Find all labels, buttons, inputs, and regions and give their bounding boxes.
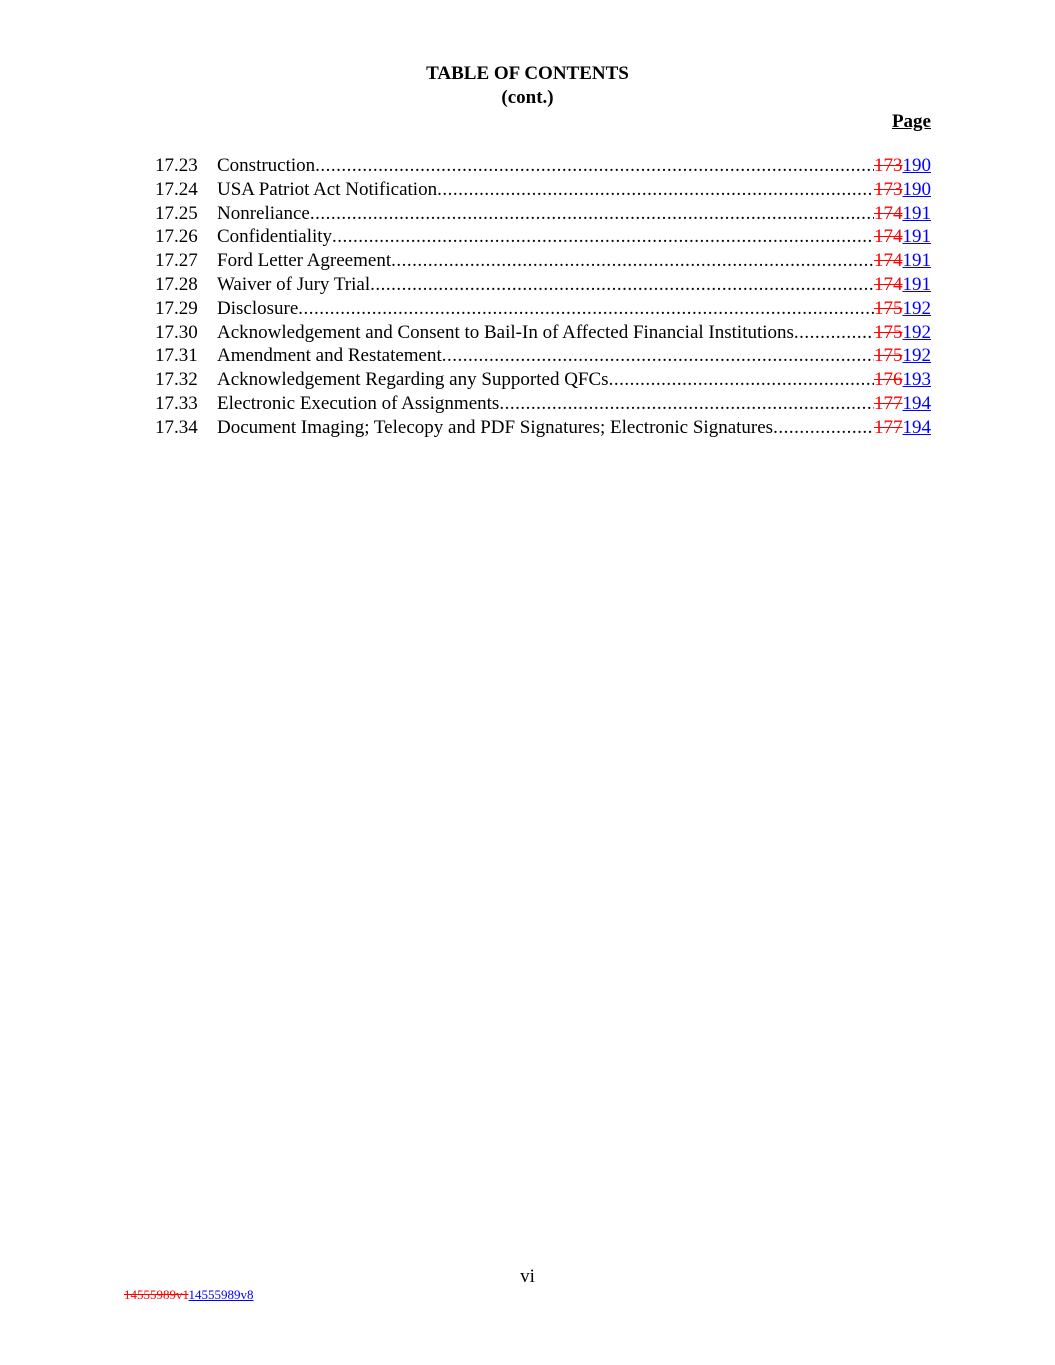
toc-entry-number: 17.33 [155, 392, 198, 414]
toc-entry[interactable] [155, 225, 931, 249]
new-page-link[interactable]: 191 [902, 202, 931, 224]
toc-entry-title: Construction [217, 155, 316, 176]
new-page-link[interactable]: 193 [902, 369, 931, 391]
new-page-link[interactable]: 191 [902, 250, 931, 272]
toc-leader-dots [773, 416, 874, 440]
toc-leader-dots [499, 392, 874, 416]
old-page-number: 175 [874, 345, 903, 367]
toc-entry-title: Acknowledgement Regarding any Supported QFCs [217, 369, 609, 391]
toc-entry-number: 17.25 [155, 202, 198, 224]
toc-entry[interactable] [155, 344, 931, 368]
toc-entry-number: 17.28 [155, 273, 198, 295]
toc-leader-dots [794, 321, 874, 345]
toc-entry-number: 17.34 [155, 416, 198, 438]
new-page-link[interactable]: 194 [902, 416, 931, 438]
toc-entry-pages [874, 392, 931, 416]
toc-entry[interactable] [155, 297, 931, 321]
toc-entry-number: 17.32 [155, 369, 198, 391]
toc-leader-dots [315, 154, 874, 178]
page-column-heading: Page [891, 111, 931, 132]
toc-entry-title: Amendment and Restatement [217, 345, 442, 367]
new-page-link[interactable]: 190 [902, 178, 931, 200]
toc-entry-title: Ford Letter Agreement [217, 250, 392, 272]
toc-leader-dots [332, 225, 874, 249]
page-subtitle: (cont.) [501, 87, 554, 108]
toc-leader-dots [437, 178, 874, 202]
toc-entry-number: 17.30 [155, 321, 198, 343]
toc-entry-pages [874, 416, 931, 440]
toc-entry-number: 17.31 [155, 345, 198, 367]
toc-entry-number: 17.26 [155, 226, 198, 248]
toc-entry[interactable] [155, 321, 931, 345]
toc-entry-pages [874, 202, 931, 226]
toc-entry-pages [874, 225, 931, 249]
old-page-number: 174 [874, 250, 903, 272]
new-page-link[interactable]: 191 [902, 226, 931, 248]
toc-entry-number: 17.24 [155, 178, 198, 200]
old-page-number: 174 [874, 273, 903, 295]
toc-leader-dots [391, 249, 874, 273]
new-page-link[interactable]: 192 [902, 321, 931, 343]
footer-document-id [124, 1287, 254, 1303]
toc-entry-pages [874, 178, 931, 202]
toc-leader-dots [370, 273, 874, 297]
new-page-link[interactable]: 192 [902, 345, 931, 367]
toc-entry-title: Nonreliance [217, 202, 310, 224]
old-document-id: 14555989v1 [124, 1287, 189, 1302]
toc-entry-title: Waiver of Jury Trial [217, 273, 371, 295]
toc-entry[interactable] [155, 154, 931, 178]
old-page-number: 175 [874, 321, 903, 343]
old-page-number: 174 [874, 226, 903, 248]
old-page-number: 173 [874, 155, 903, 176]
toc-entry[interactable] [155, 202, 931, 226]
toc-entry-title: Confidentiality [217, 226, 333, 248]
old-page-number: 177 [874, 416, 903, 438]
toc-entry[interactable] [155, 416, 931, 440]
toc-entry-pages [874, 344, 931, 368]
toc-leader-dots [298, 297, 874, 321]
new-page-link[interactable]: 191 [902, 273, 931, 295]
toc-entry-number: 17.29 [155, 297, 198, 319]
new-document-id: 14555989v8 [188, 1287, 254, 1302]
toc-entry-pages [874, 368, 931, 392]
toc-entry[interactable] [155, 392, 931, 416]
toc-entry-pages [874, 297, 931, 321]
toc-entry[interactable] [155, 273, 931, 297]
toc-entry-title: Electronic Execution of Assignments [217, 392, 500, 414]
toc-entry-title: Document Imaging; Telecopy and PDF Signatures; Electronic Signatures [217, 416, 774, 438]
old-page-number: 176 [874, 369, 903, 391]
toc-leader-dots [442, 344, 874, 368]
new-page-link[interactable]: 192 [902, 297, 931, 319]
toc-entry-pages [874, 249, 931, 273]
old-page-number: 175 [874, 297, 903, 319]
toc-entry[interactable] [155, 368, 931, 392]
toc-entry-number: 17.27 [155, 250, 198, 272]
toc-leader-dots [609, 368, 874, 392]
old-page-number: 174 [874, 202, 903, 224]
new-page-link[interactable]: 190 [902, 155, 931, 176]
toc-entry[interactable] [155, 249, 931, 273]
new-page-link[interactable]: 194 [902, 392, 931, 414]
toc-entry[interactable] [155, 178, 931, 202]
footer-page-number: vi [520, 1266, 535, 1287]
old-page-number: 173 [874, 178, 903, 200]
toc-entry-pages [874, 321, 931, 345]
toc-leader-dots [310, 202, 874, 226]
toc-entry-title: Disclosure [217, 297, 299, 319]
page-title: TABLE OF CONTENTS [426, 63, 629, 84]
table-of-contents [155, 154, 931, 440]
toc-entry-pages [874, 273, 931, 297]
toc-entry-title: USA Patriot Act Notification [217, 178, 438, 200]
toc-entry-pages [874, 154, 931, 178]
toc-entry-number: 17.23 [155, 155, 198, 176]
old-page-number: 177 [874, 392, 903, 414]
toc-entry-title: Acknowledgement and Consent to Bail-In of Affected Financial Institutions [217, 321, 794, 343]
